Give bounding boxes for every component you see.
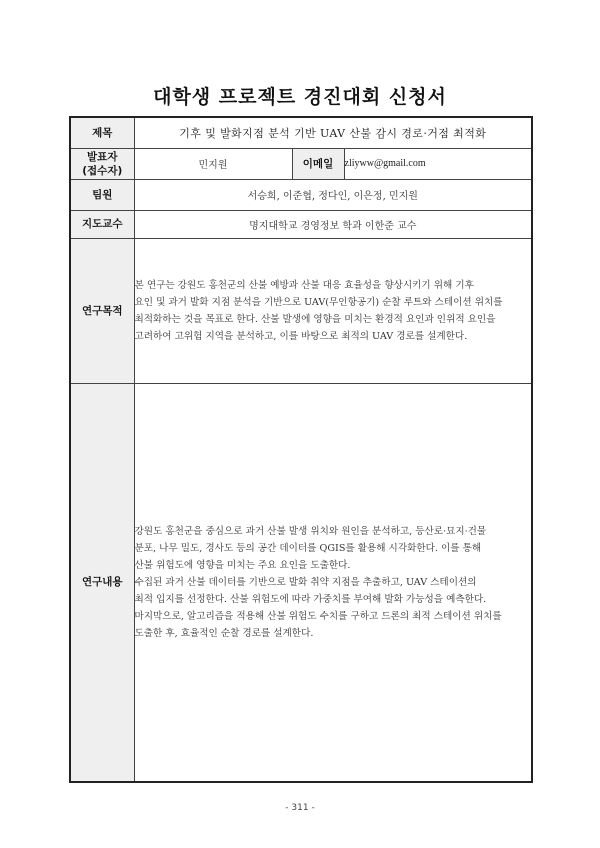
presenter-value: 민지원: [134, 148, 292, 179]
row-team: [70, 179, 532, 210]
presenter-label-line1: 발표자: [87, 150, 118, 163]
title-value: [134, 117, 532, 148]
presenter-label-line2: (접수자): [82, 164, 123, 177]
content-line: 수집된 과거 산불 데이터를 기반으로 발화 취약 지점을 추출하고, UAV 스테이션의: [134, 576, 477, 588]
content-line: 분포, 나무 밀도, 경사도 등의 공간 데이터를 QGIS를 활용해 시각화한다. 이를 통해: [134, 542, 482, 554]
email-label: 이메일: [292, 148, 344, 179]
advisor-label: 지도교수: [70, 210, 134, 238]
row-title: [70, 117, 532, 148]
presenter-label: [70, 148, 134, 179]
row-purpose: [70, 238, 532, 383]
purpose-line: 본 연구는 강원도 홍천군의 산불 예방과 산불 대응 효율성을 향상시키기 위해 기후: [134, 279, 474, 291]
purpose-text: [134, 238, 532, 383]
title-label: 제목: [70, 117, 134, 148]
team-label: 팀원: [70, 179, 134, 210]
content-line: 최적 입지를 선정한다. 산불 위험도에 따라 가중치를 부여해 발화 가능성을 예측한다.: [134, 593, 487, 605]
purpose-line: 요인 및 과거 발화 지점 분석을 기반으로 UAV(무인항공기) 순찰 루트와 스테이션 위치를: [134, 296, 503, 308]
purpose-label: 연구목적: [70, 238, 134, 383]
row-advisor: [70, 210, 532, 238]
content-line: 강원도 홍천군을 중심으로 과거 산불 발생 위치와 원인을 분석하고, 등산로·묘지·건물: [134, 525, 487, 537]
content-label: 연구내용: [70, 383, 134, 782]
content-line: 마지막으로, 알고리즘을 적용해 산불 위험도 수치를 구하고 드론의 최적 스테이션 위치를: [134, 610, 502, 622]
advisor-value: 명지대학교 경영정보 학과 이한준 교수: [134, 210, 532, 238]
title-text: 기후 및 발화지점 분석 기반 UAV 산불 감시 경로·거점 최적화: [179, 126, 487, 140]
purpose-line: 고려하여 고위험 지역을 분석하고, 이를 바탕으로 최적의 UAV 경로를 설계한다.: [134, 330, 468, 342]
row-presenter: [70, 148, 532, 179]
page-title: 대학생 프로젝트 경진대회 신청서: [153, 86, 447, 108]
team-value: 서승희, 이준협, 정다인, 이은정, 민지원: [134, 179, 532, 210]
row-content: [70, 383, 532, 782]
email-value: zliyww@gmail.com: [344, 148, 532, 179]
content-line: 산불 위험도에 영향을 미치는 주요 요인을 도출한다.: [134, 559, 351, 571]
page-number: - 311 -: [285, 803, 315, 813]
purpose-line: 최적화하는 것을 목표로 한다. 산불 발생에 영향을 미치는 환경적 요인과 인위적 요인을: [134, 313, 496, 325]
content-line: 도출한 후, 효율적인 순찰 경로를 설계한다.: [134, 627, 314, 639]
application-form: [69, 116, 533, 783]
content-text: [134, 383, 532, 782]
